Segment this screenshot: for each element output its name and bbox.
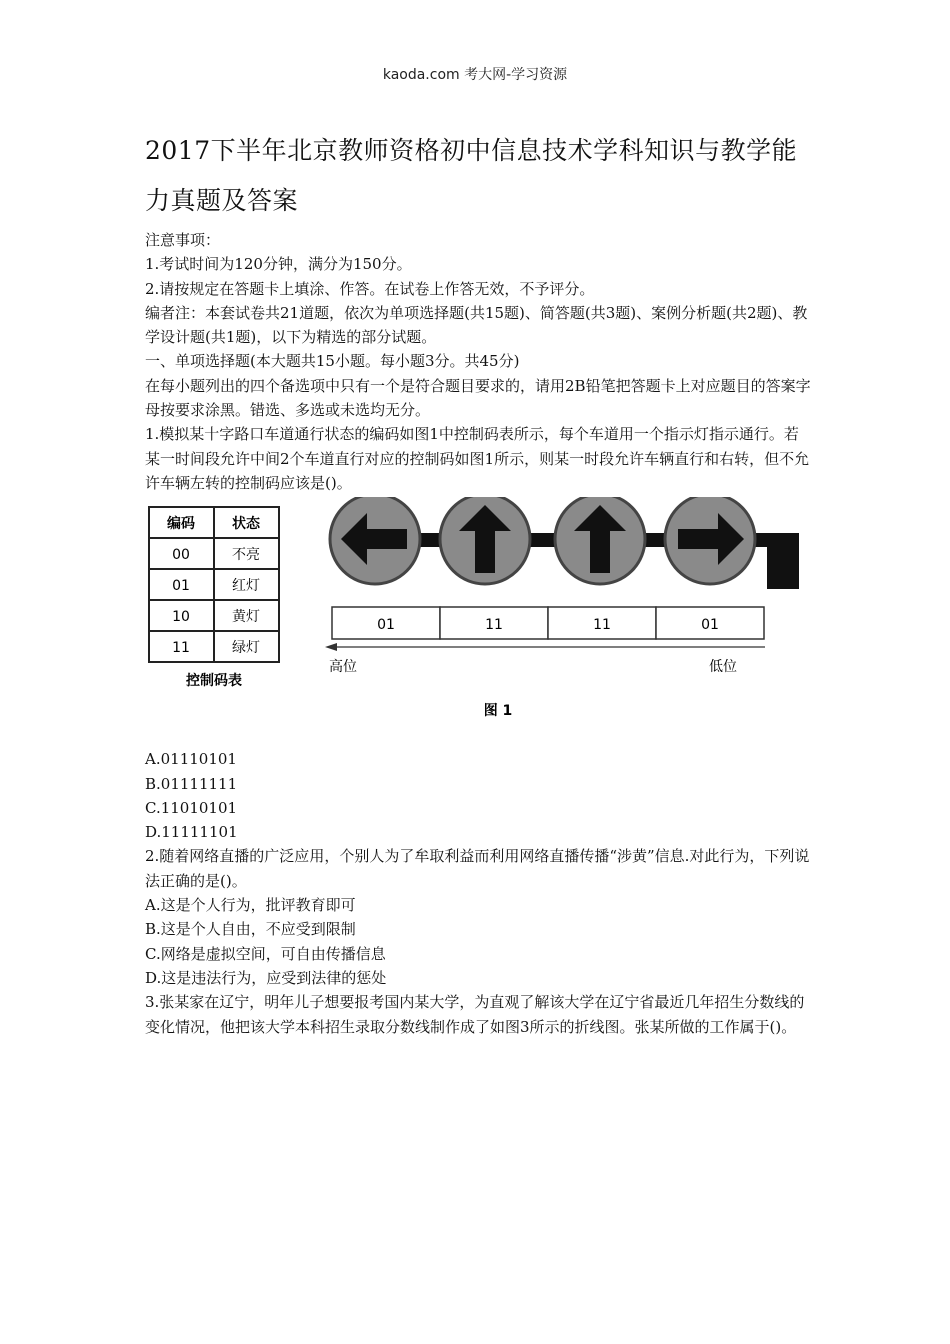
- code-cell: 01: [377, 617, 395, 634]
- editor-note: 编者注：本套试卷共21道题，依次为单项选择题(共15题)、简答题(共3题)、案例分析题(共2题)、教学设计题(共1题)，以下为精选的部分试题。: [145, 303, 808, 347]
- table-cell-state: 不亮: [232, 547, 260, 564]
- code-boxes: [332, 607, 764, 639]
- table-cell-state: 红灯: [232, 578, 260, 595]
- figure-1: [145, 497, 813, 727]
- option-a: A.这是个人行为，批评教育即可: [145, 896, 356, 915]
- table-caption: 控制码表: [186, 673, 242, 690]
- section-instruction: 在每小题列出的四个备选项中只有一个是符合题目要求的，请用2B铅笔把答题卡上对应题目的答案字母按要求涂黑。错选、多选或未选均无分。: [145, 376, 811, 420]
- code-cell: 01: [701, 617, 719, 634]
- question-1-options: [145, 747, 813, 844]
- option-b: B.这是个人自由，不应受到限制: [145, 920, 356, 939]
- code-cell: 11: [593, 617, 611, 634]
- figure-caption: 图 1: [483, 703, 513, 720]
- traffic-light-3: [555, 497, 645, 584]
- table-header-state: 状态: [232, 516, 260, 533]
- table-cell-state: 黄灯: [232, 609, 260, 626]
- table-header-code: 编码: [167, 516, 195, 533]
- traffic-light-4: [665, 497, 755, 584]
- notes-heading: 注意事项：: [145, 231, 221, 249]
- question-2-stem: 2.随着网络直播的广泛应用，个别人为了牟取利益而利用网络直播传播“涉黄”信息.对此行为，下列说法正确的是()。: [145, 847, 810, 890]
- question-1-stem: 1.模拟某十字路口车道通行状态的编码如图1中控制码表所示，每个车道用一个指示灯指示通行。若某一时间段允许中间2个车道直行对应的控制码如图1所示，则某一时段允许车辆直行和右转，但不允许车辆左转的控制码应该是()。: [145, 425, 810, 492]
- option-d: D.11111101: [145, 823, 238, 842]
- question-3-stem: 3.张某家在辽宁，明年儿子想要报考国内某大学，为直观了解该大学在辽宁省最近几年招生分数线的变化情况，他把该大学本科招生录取分数线制作成了如图3所示的折线图。张某所做的工作属于()。: [145, 993, 805, 1036]
- traffic-light-2: [440, 497, 530, 584]
- document-body: [145, 228, 813, 1039]
- document-title-line-1: 2017下半年北京教师资格初中信息技术学科知识与教学能: [145, 136, 798, 165]
- code-cell: 11: [485, 617, 503, 634]
- question-2-options: [145, 893, 813, 990]
- option-c: C.网络是虚拟空间，可自由传播信息: [145, 944, 386, 963]
- table-cell-code: 00: [172, 547, 190, 564]
- low-bit-label: 低位: [709, 659, 737, 676]
- high-bit-label: 高位: [329, 659, 357, 676]
- bit-order-arrow: [325, 643, 765, 651]
- option-d: D.这是违法行为，应受到法律的惩处: [145, 968, 387, 987]
- table-cell-code: 01: [172, 578, 190, 595]
- figure-1-graphic: [145, 497, 813, 727]
- notes-item: 1.考试时间为120分钟，满分为150分。: [145, 255, 412, 274]
- traffic-light-1: [330, 497, 420, 584]
- document-title-line-2: 力真题及答案: [145, 186, 299, 215]
- table-cell-state: 绿灯: [232, 640, 260, 657]
- option-a: A.01110101: [145, 750, 237, 769]
- table-cell-code: 10: [172, 609, 190, 626]
- section-heading: 一、单项选择题(本大题共15小题。每小题3分。共45分): [145, 352, 520, 371]
- table-cell-code: 11: [172, 640, 190, 657]
- option-b: B.01111111: [145, 774, 238, 793]
- notes-item: 2.请按规定在答题卡上填涂、作答。在试卷上作答无效，不予评分。: [145, 279, 595, 298]
- option-c: C.11010101: [145, 798, 238, 817]
- page-header: kaoda.com 考大网-学习资源: [382, 67, 568, 83]
